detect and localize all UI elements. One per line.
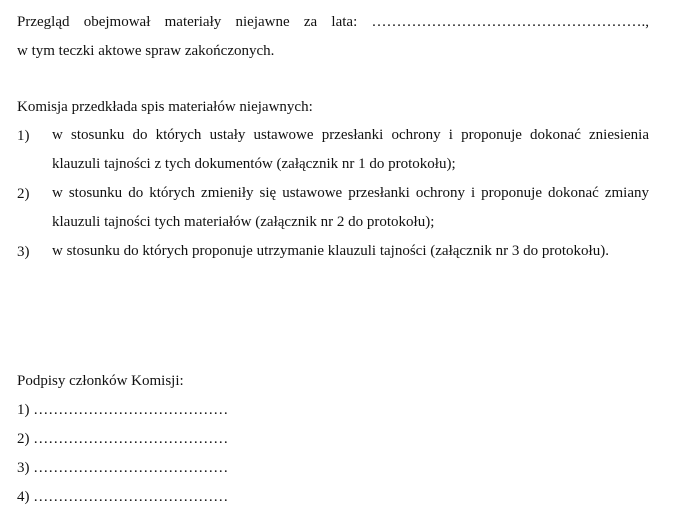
signature-line-4: 4) …………………………………	[17, 489, 229, 505]
signature-line-1: 1) …………………………………	[17, 402, 229, 418]
list-item-number: 2)	[17, 186, 30, 202]
list-heading: Komisja przedkłada spis materiałów niejawnych:	[17, 99, 313, 115]
signature-line-3: 3) …………………………………	[17, 460, 229, 476]
list-item-text: w stosunku do których ustały ustawowe przesłanki ochrony i proponuje dokonać zniesienia klauzuli tajności z tych dokumentów (załącznik nr 1 do protokołu);	[52, 127, 649, 172]
list-item-text: w stosunku do których proponuje utrzymanie klauzuli tajności (załącznik nr 3 do protokołu).	[52, 243, 609, 259]
list-item-number: 3)	[17, 244, 30, 260]
list-item-number: 1)	[17, 128, 30, 144]
list-item-text: w stosunku do których zmieniły się ustawowe przesłanki ochrony i proponuje dokonać zmiany klauzuli tajności tych materiałów (załącznik nr 2 do protokołu);	[52, 185, 649, 230]
intro-line-1: Przegląd obejmował materiały niejawne za lata: ……………………………………………….,	[17, 14, 649, 30]
intro-line-2: w tym teczki aktowe spraw zakończonych.	[17, 43, 275, 59]
signatures-heading: Podpisy członków Komisji:	[17, 373, 184, 389]
signature-line-2: 2) …………………………………	[17, 431, 229, 447]
